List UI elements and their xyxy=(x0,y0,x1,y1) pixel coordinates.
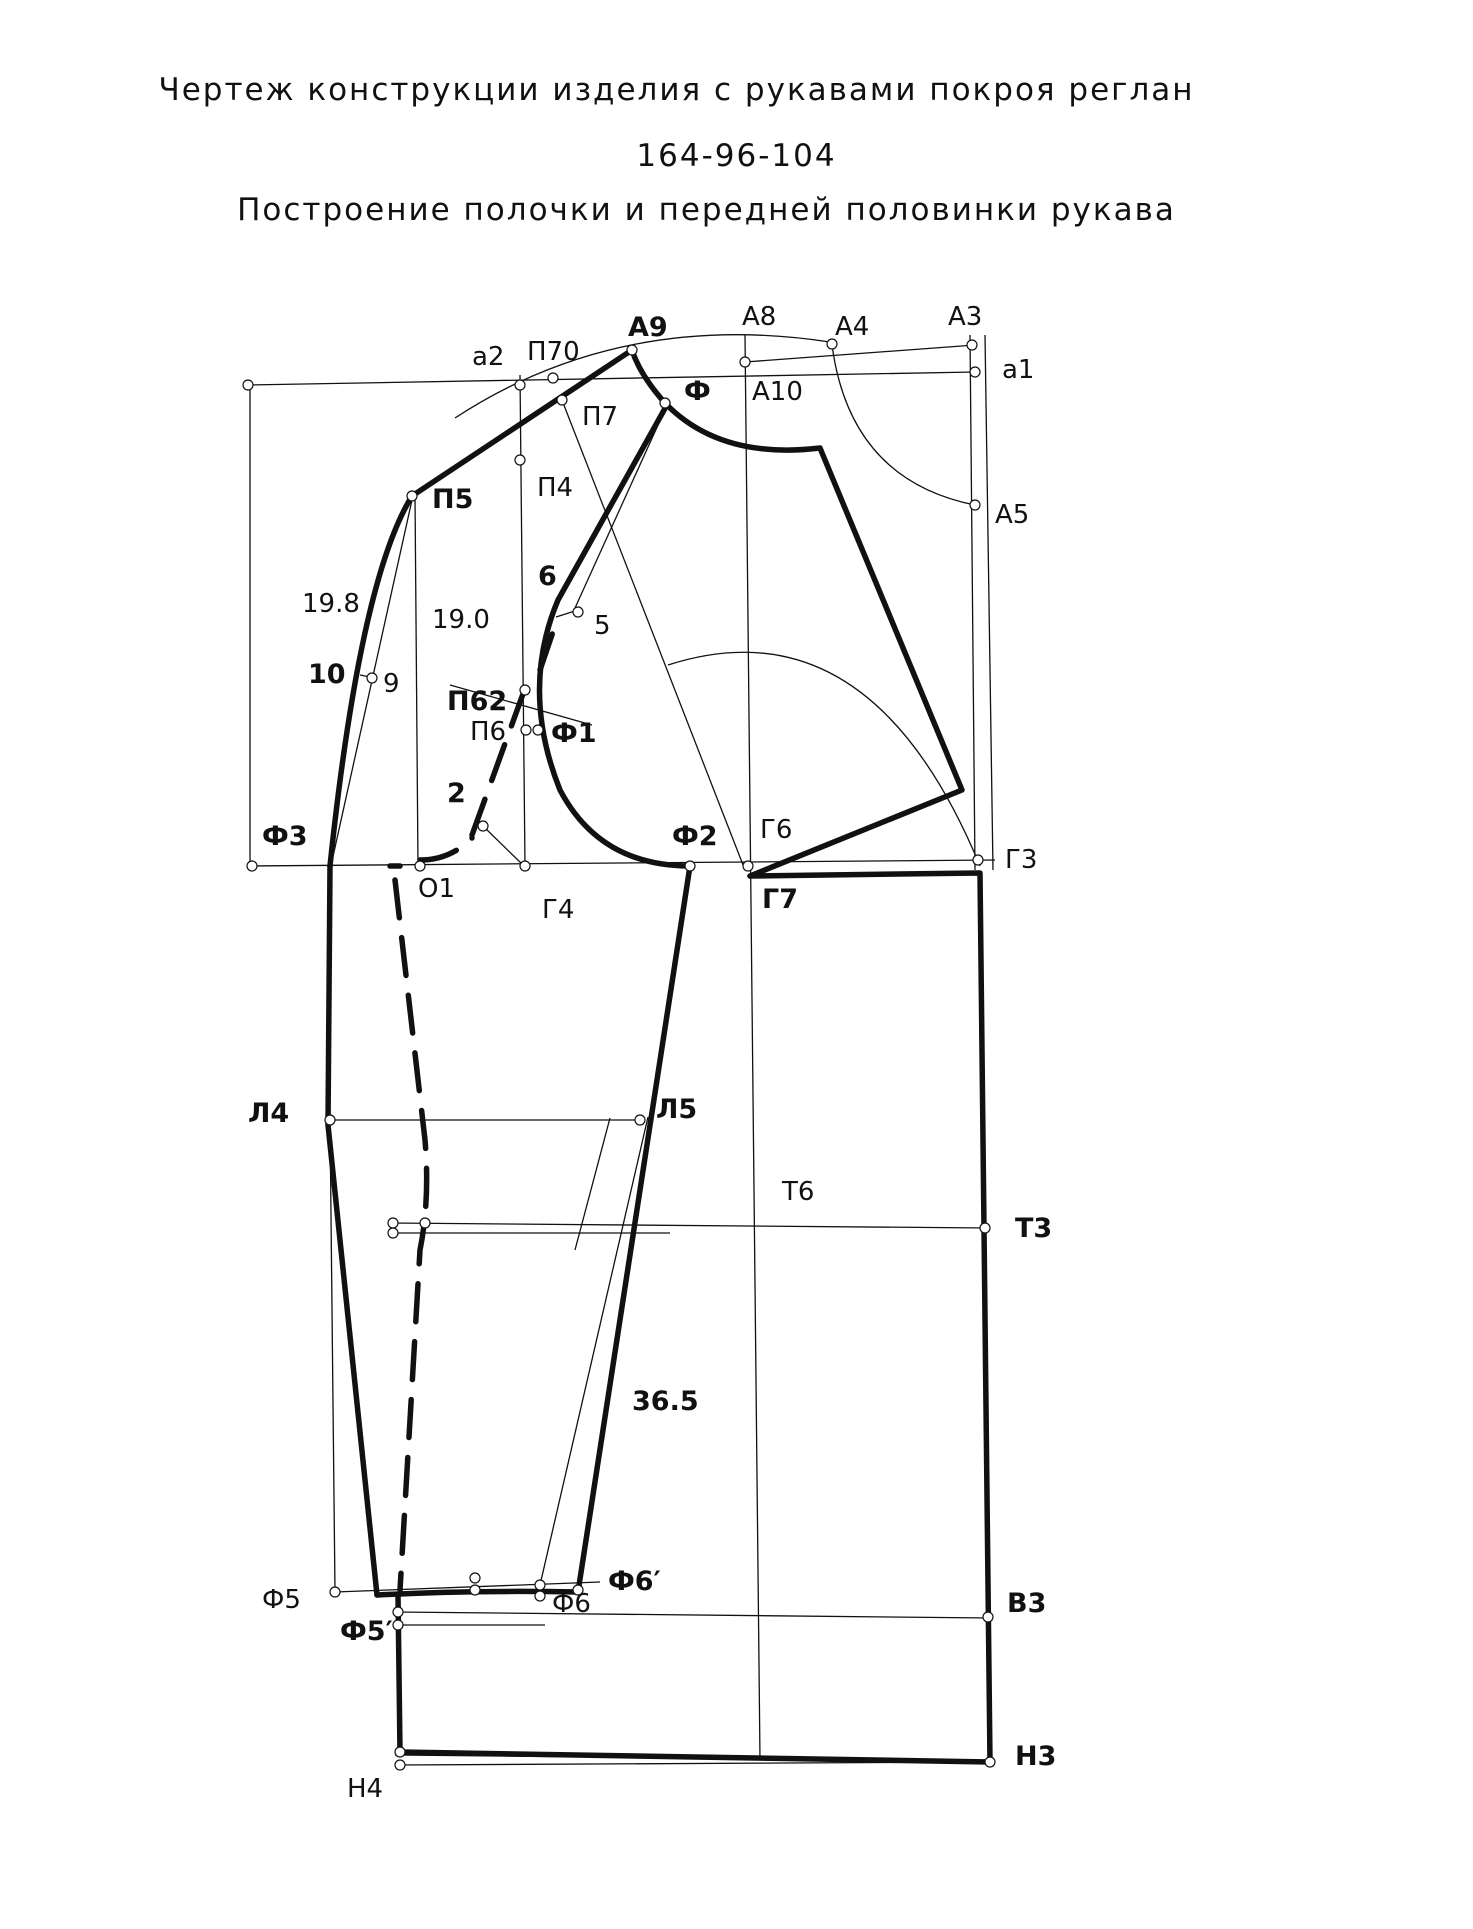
point xyxy=(970,367,980,377)
pattern-outline xyxy=(328,350,990,1762)
label-a4: А4 xyxy=(835,312,870,342)
label-f3: Ф3 xyxy=(262,821,308,852)
label-f6-prime: Ф6′ xyxy=(608,1566,661,1597)
label-p70: П70 xyxy=(527,337,580,367)
point xyxy=(973,855,983,865)
label-h3: Н3 xyxy=(1015,1741,1057,1772)
point xyxy=(980,1223,990,1233)
label-19-0: 19.0 xyxy=(432,605,490,635)
label-19-8: 19.8 xyxy=(302,589,360,619)
point xyxy=(395,1760,405,1770)
point xyxy=(407,491,417,501)
label-a1: а1 xyxy=(1002,355,1035,385)
label-f: Ф xyxy=(684,376,711,407)
point xyxy=(247,861,257,871)
point xyxy=(970,500,980,510)
label-g3: Г3 xyxy=(1005,845,1038,875)
point xyxy=(243,380,253,390)
point xyxy=(967,340,977,350)
label-h4: Н4 xyxy=(347,1774,384,1804)
point xyxy=(393,1620,403,1630)
label-p5: П5 xyxy=(432,484,474,515)
point xyxy=(548,373,558,383)
point xyxy=(388,1228,398,1238)
size-code: 164-96-104 xyxy=(636,138,837,174)
label-l4: Л4 xyxy=(248,1098,290,1129)
point xyxy=(515,380,525,390)
label-l5: Л5 xyxy=(656,1094,698,1125)
drawing-title: Чертеж конструкции изделия с рукавами покроя реглан xyxy=(158,72,1195,108)
label-f5-prime: Ф5′ xyxy=(340,1616,393,1647)
point xyxy=(520,861,530,871)
point xyxy=(535,1591,545,1601)
point-labels xyxy=(248,302,1056,1804)
point xyxy=(533,725,543,735)
label-2: 2 xyxy=(447,778,466,809)
label-a10: А10 xyxy=(752,377,803,407)
point xyxy=(740,357,750,367)
label-b3: В3 xyxy=(1007,1588,1047,1619)
construction-points xyxy=(243,339,995,1770)
label-5: 5 xyxy=(594,611,611,641)
point xyxy=(515,455,525,465)
label-f1: Ф1 xyxy=(551,718,597,749)
point xyxy=(470,1573,480,1583)
label-p6: П6 xyxy=(470,717,507,747)
point xyxy=(743,861,753,871)
label-a5: А5 xyxy=(995,500,1030,530)
point xyxy=(521,725,531,735)
label-f5: Ф5 xyxy=(262,1585,301,1615)
label-9: 9 xyxy=(383,669,400,699)
point xyxy=(520,685,530,695)
label-p7: П7 xyxy=(582,402,619,432)
construction-lines xyxy=(248,335,995,1765)
point xyxy=(420,1218,430,1228)
point xyxy=(557,395,567,405)
point xyxy=(478,821,488,831)
point xyxy=(573,607,583,617)
point xyxy=(660,398,670,408)
label-g7: Г7 xyxy=(762,884,798,915)
label-a9: А9 xyxy=(628,312,668,343)
label-a3: А3 xyxy=(948,302,983,332)
point xyxy=(685,861,695,871)
point xyxy=(415,861,425,871)
drawing-subtitle: Построение полочки и передней половинки рукава xyxy=(237,192,1176,228)
label-g6: Г6 xyxy=(760,815,793,845)
label-36-5: 36.5 xyxy=(632,1386,699,1417)
point xyxy=(627,345,637,355)
point xyxy=(470,1585,480,1595)
label-6: 6 xyxy=(538,561,557,592)
label-f6: Ф6 xyxy=(552,1589,591,1619)
label-a8: А8 xyxy=(742,302,777,332)
label-g4: Г4 xyxy=(542,895,575,925)
point xyxy=(330,1587,340,1597)
point xyxy=(985,1757,995,1767)
label-t6: Т6 xyxy=(782,1177,815,1207)
point xyxy=(983,1612,993,1622)
label-10: 10 xyxy=(308,659,346,690)
label-o1: О1 xyxy=(418,874,456,904)
label-a2: а2 xyxy=(472,342,505,372)
label-t3: Т3 xyxy=(1015,1213,1053,1244)
point xyxy=(393,1607,403,1617)
point xyxy=(367,673,377,683)
point xyxy=(635,1115,645,1125)
label-p4: П4 xyxy=(537,473,574,503)
point xyxy=(395,1747,405,1757)
label-p62: П62 xyxy=(447,686,508,717)
point xyxy=(388,1218,398,1228)
point xyxy=(535,1580,545,1590)
point xyxy=(325,1115,335,1125)
label-f2: Ф2 xyxy=(672,821,718,852)
